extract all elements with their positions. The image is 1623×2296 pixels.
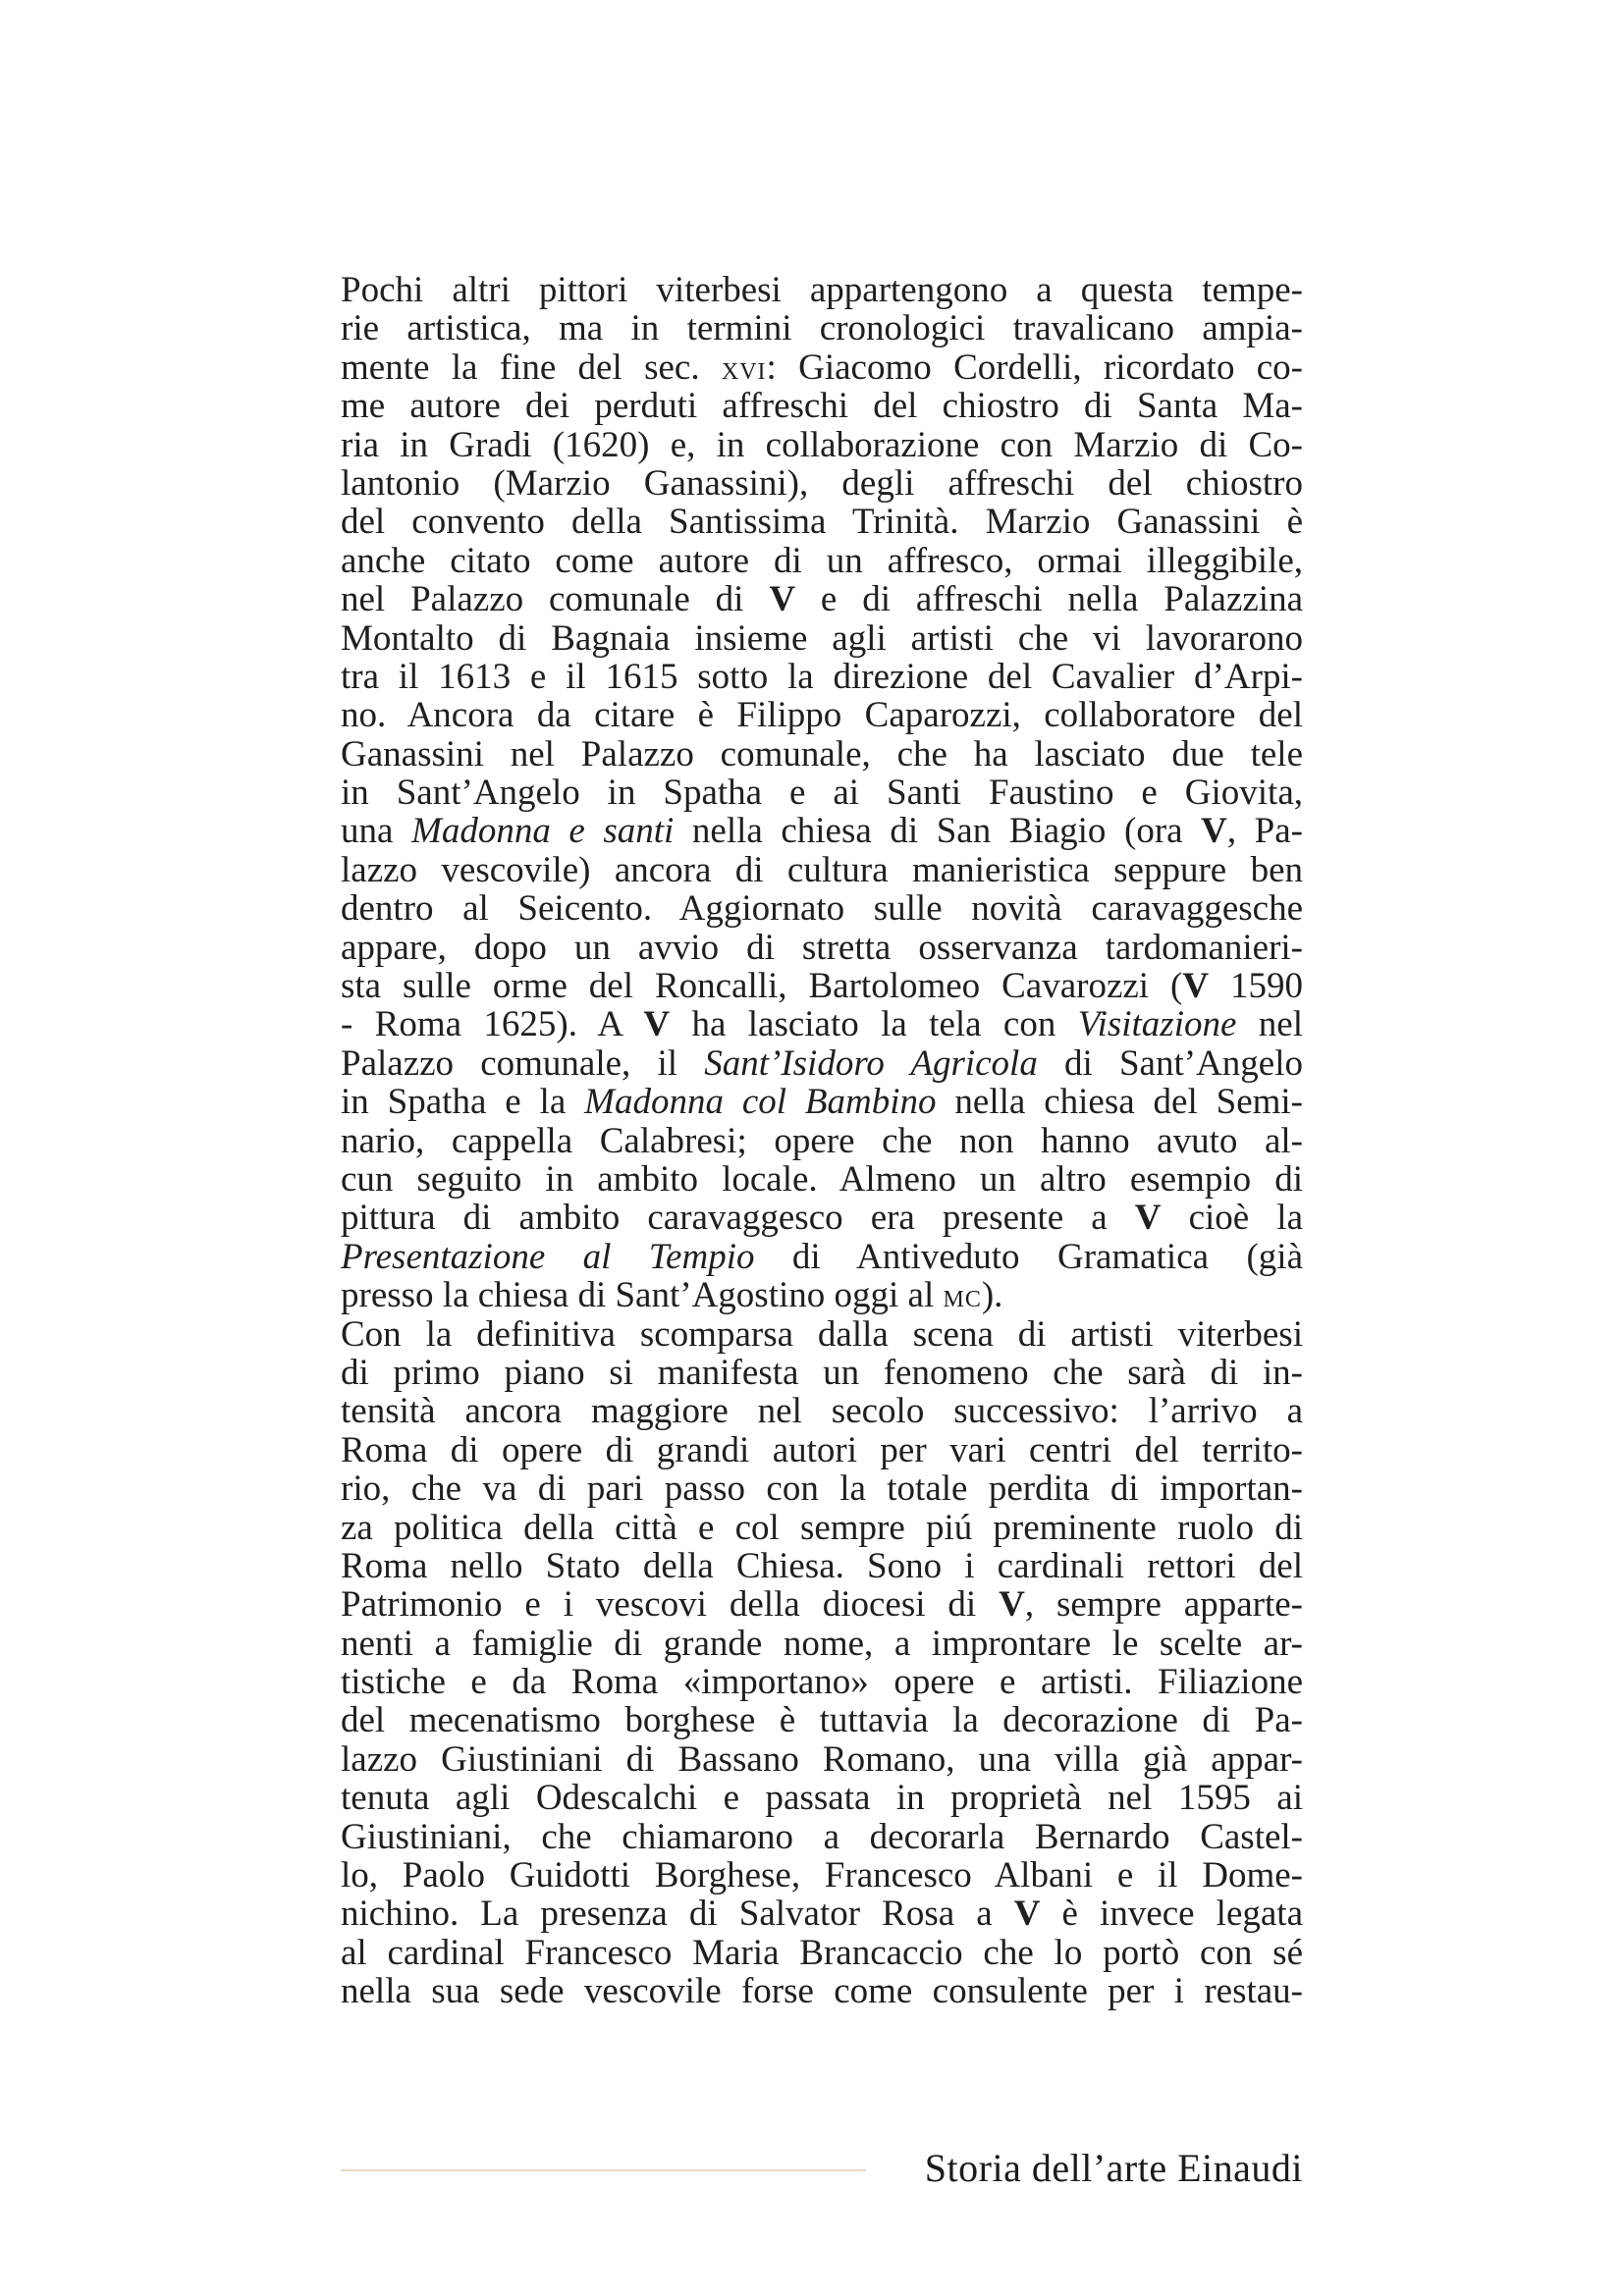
bold-abbrev: V [1201, 811, 1227, 852]
italic-title: Presentazione al Tempio [341, 1236, 755, 1277]
text-line [341, 1547, 1303, 1585]
text-line [341, 967, 1303, 1005]
text-run: ). [981, 1275, 1003, 1316]
text-run: cioè la [1161, 1198, 1303, 1239]
bold-abbrev: V [643, 1004, 671, 1045]
text-run: nichino. La presenza di Salvator Rosa a [341, 1894, 1014, 1935]
text-run: nella sua sede vescovile forse come consulente per i restau- [341, 1971, 1303, 2012]
bold-abbrev: V [1182, 966, 1210, 1007]
bold-abbrev: V [769, 579, 796, 620]
text-run: nenti a famiglie di grande nome, a improntare le scelte ar- [341, 1623, 1303, 1664]
text-run: , Pa- [1226, 811, 1303, 852]
footer-title: Storia dell’arte Einaudi [924, 2146, 1303, 2190]
text-line [341, 309, 1303, 347]
text-run: di Antiveduto Gramatica (già [754, 1236, 1303, 1277]
text-line [341, 1740, 1303, 1779]
text-run: nel Palazzo comunale di [341, 579, 770, 620]
body-text [341, 271, 1303, 2011]
text-line [341, 348, 1303, 387]
text-line [341, 1315, 1303, 1354]
text-line [341, 658, 1303, 696]
text-line [341, 1818, 1303, 1856]
small-caps-text: xvi [721, 349, 767, 387]
text-line [341, 426, 1303, 464]
text-line [341, 696, 1303, 734]
text-run: 1590 [1209, 966, 1304, 1007]
text-line [341, 1895, 1303, 1933]
text-run: : Giacomo Cordelli, ricordato co- [766, 347, 1303, 388]
text-run: al cardinal Francesco Maria Brancaccio che lo portò con sé [341, 1932, 1303, 1973]
text-run: nel [1236, 1004, 1303, 1045]
text-run: , sempre apparte- [1024, 1584, 1303, 1626]
text-run: Palazzo comunale, il [341, 1042, 705, 1084]
text-line [341, 735, 1303, 774]
text-run: tensità ancora maggiore nel secolo successivo: l’arrivo a [341, 1391, 1303, 1432]
text-run: tistiche e da Roma «importano» opere e artisti. Filiazione [341, 1662, 1303, 1703]
text-line [341, 812, 1303, 850]
text-line [341, 1238, 1303, 1276]
text-run: tra il 1613 e il 1615 sotto la direzione del Cavalier d’Arpi- [341, 656, 1303, 697]
text-line [341, 1509, 1303, 1547]
text-line [341, 889, 1303, 928]
text-line [341, 1585, 1303, 1624]
text-line [341, 580, 1303, 618]
text-line [341, 1044, 1303, 1083]
text-run: del convento della Santissima Trinità. Marzio Ganassini è [341, 502, 1303, 543]
bold-abbrev: V [999, 1584, 1025, 1626]
text-run: Roma nello Stato della Chiesa. Sono i cardinali rettori del [341, 1545, 1303, 1586]
text-run: ha lasciato la tela con [670, 1004, 1078, 1045]
text-line [341, 1701, 1303, 1739]
text-line [341, 1625, 1303, 1663]
text-line [341, 1354, 1303, 1392]
text-run: lo, Paolo Guidotti Borghese, Francesco Albani e il Dome- [341, 1855, 1303, 1896]
text-line [341, 1663, 1303, 1701]
text-line [341, 1972, 1303, 2010]
text-line [341, 1160, 1303, 1199]
text-line [341, 619, 1303, 658]
text-run: Con la definitiva scomparsa dalla scena di artisti viterbesi [341, 1313, 1303, 1355]
text-line [341, 1122, 1303, 1160]
text-run: nella chiesa del Semi- [936, 1082, 1303, 1123]
small-caps-text: mc [943, 1278, 982, 1315]
text-run: mente la fine del sec. [341, 347, 722, 388]
text-run: Ganassini nel Palazzo comunale, che ha lasciato due tele [341, 733, 1303, 774]
text-line [341, 1469, 1303, 1508]
text-run: Giustiniani, che chiamarono a decorarla Bernardo Castel- [341, 1816, 1303, 1857]
text-line [341, 774, 1303, 812]
text-run: za politica della città e col sempre piú preminente ruolo di [341, 1507, 1303, 1548]
text-line [341, 271, 1303, 309]
text-run: dentro al Seicento. Aggiornato sulle novità caravaggesche [341, 888, 1303, 930]
text-line [341, 542, 1303, 580]
text-run: appare, dopo un avvio di stretta osservanza tardomanieri- [341, 927, 1303, 968]
text-line [341, 387, 1303, 425]
italic-title: Madonna e santi [411, 811, 675, 852]
bold-abbrev: V [1134, 1198, 1162, 1239]
text-line [341, 1083, 1303, 1121]
text-run: del mecenatismo borghese è tuttavia la decorazione di Pa- [341, 1700, 1303, 1741]
text-line [341, 503, 1303, 541]
text-run: è invece legata [1040, 1894, 1304, 1935]
text-run: Pochi altri pittori viterbesi appartengono a questa tempe- [341, 270, 1303, 310]
text-line [341, 1005, 1303, 1043]
italic-title: Madonna col Bambino [584, 1082, 937, 1123]
text-run: Patrimonio e i vescovi della diocesi di [341, 1584, 1000, 1626]
text-run: pittura di ambito caravaggesco era presente a [341, 1198, 1135, 1239]
text-run: cun seguito in ambito locale. Almeno un altro esempio di [341, 1158, 1303, 1200]
text-run: me autore dei perduti affreschi del chiostro di Santa Ma- [341, 386, 1303, 427]
text-line [341, 1856, 1303, 1895]
text-line [341, 929, 1303, 967]
text-run: nario, cappella Calabresi; opere che non hanno avuto al- [341, 1120, 1303, 1161]
text-run: di Sant’Angelo [1037, 1042, 1303, 1084]
text-run: in Spatha e la [341, 1082, 585, 1123]
text-line [341, 851, 1303, 889]
text-run: rie artistica, ma in termini cronologici travalicano ampia- [341, 308, 1303, 349]
text-run: anche citato come autore di un affresco, ormai illeggibile, [341, 540, 1303, 581]
text-run: di primo piano si manifesta un fenomeno che sarà di in- [341, 1352, 1303, 1393]
text-line [341, 1431, 1303, 1469]
bold-abbrev: V [1013, 1894, 1041, 1935]
text-run: Montalto di Bagnaia insieme agli artisti che vi lavorarono [341, 617, 1303, 659]
text-run: lazzo Giustiniani di Bassano Romano, una villa già appar- [341, 1738, 1303, 1780]
text-run: sta sulle orme del Roncalli, Bartolomeo Cavarozzi ( [341, 966, 1183, 1007]
text-line [341, 464, 1303, 503]
text-run: - Roma 1625). A [341, 1004, 644, 1045]
text-run: una [341, 811, 411, 852]
italic-title: Visitazione [1077, 1004, 1237, 1045]
text-run: e di affreschi nella Palazzina [795, 579, 1303, 620]
footer-rule [341, 2169, 866, 2171]
text-run: in Sant’Angelo in Spatha e ai Santi Faustino e Giovita, [341, 773, 1303, 814]
italic-title: Sant’Isidoro Agricola [704, 1042, 1038, 1084]
text-run: lantonio (Marzio Ganassini), degli affreschi del chiostro [341, 462, 1303, 504]
text-run: rio, che va di pari passo con la totale perdita di importan- [341, 1468, 1303, 1510]
text-line [341, 1199, 1303, 1237]
text-line [341, 1934, 1303, 1972]
text-run: tenuta agli Odescalchi e passata in proprietà nel 1595 ai [341, 1778, 1303, 1819]
text-line [341, 1779, 1303, 1817]
text-line [341, 1276, 1303, 1314]
text-run: nella chiesa di San Biagio (ora [674, 811, 1202, 852]
text-run: no. Ancora da citare è Filippo Caparozzi, collaboratore del [341, 695, 1303, 736]
text-run: lazzo vescovile) ancora di cultura manieristica seppure ben [341, 849, 1303, 890]
text-run: presso la chiesa di Sant’Agostino oggi al [341, 1275, 944, 1316]
text-run: Roma di opere di grandi autori per vari centri del territo- [341, 1429, 1303, 1470]
text-line [341, 1392, 1303, 1430]
text-run: ria in Gradi (1620) e, in collaborazione con Marzio di Co- [341, 424, 1303, 465]
